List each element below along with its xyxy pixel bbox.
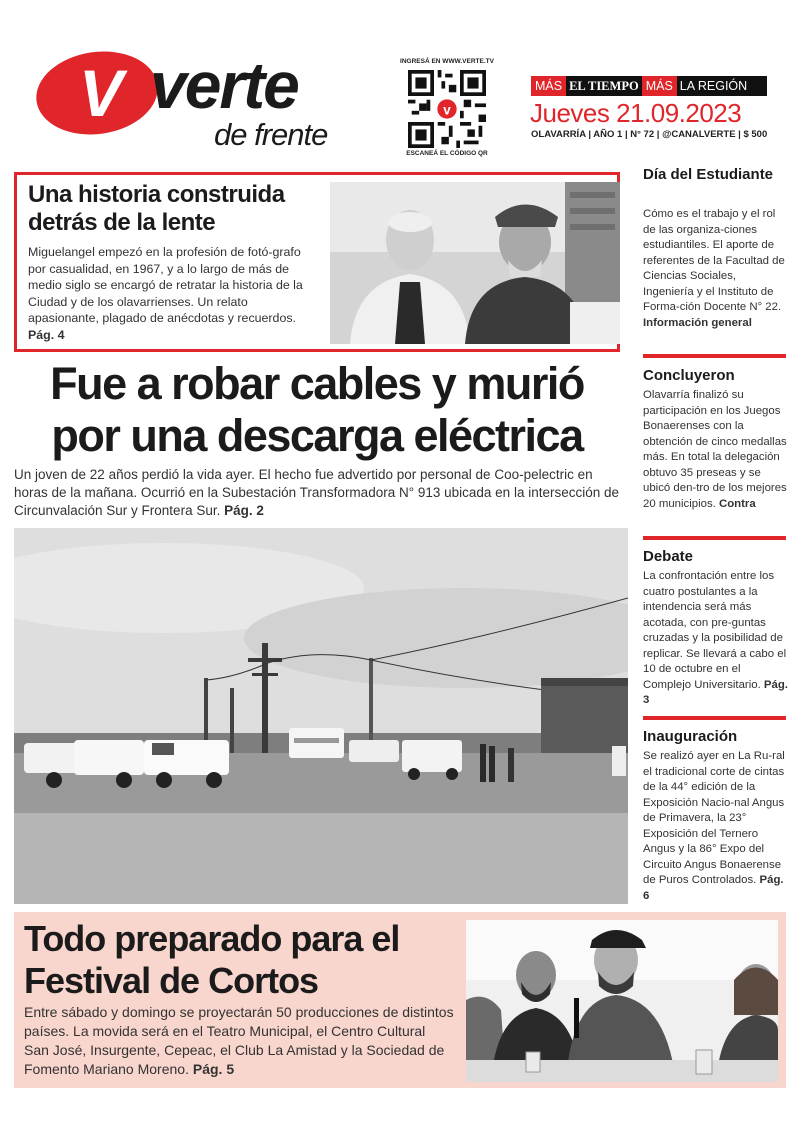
sidebar-title-2[interactable]: Concluyeron [643,367,735,384]
bottom-page-ref[interactable]: Pág. 5 [192,1061,235,1077]
issue-meta: OLAVARRÍA | AÑO 1 | N° 72 | @CANALVERTE | $ 500 [531,129,768,140]
qr-caption-bottom: ESCANEÁ EL CÓDIGO QR [406,150,488,157]
main-photo [14,528,628,904]
sidebar-title-3[interactable]: Debate [643,548,694,565]
sidebar-title-1[interactable]: Día del Estudiante [643,166,774,183]
tag-mas-2: MÁS [642,76,677,96]
bottom-text: Entre sábado y domingo se proyectarán 50 producciones de distintos países. La movida será en el Teatro Municipal, el Centro Cultural San José, Insurgente, Cepeac, el Club La Amistad y la Sociedad de Fomento Mariano Moreno. [24,1004,454,1077]
sidebar-title-4[interactable]: Inauguración [643,728,738,745]
main-lead-text: Un joven de 22 años perdió la vida ayer. El hecho fue advertido por personal de Coo-pelectric en horas de la mañana. Ocurrió en la Subestación Transformadora N° 913 ubicada en la intersección de Circunvalación Sur y Frontera Sur. [14,467,620,518]
sidebar-body-3 [643,569,788,709]
feature-title[interactable]: Una historia construida detrás de la lente [28,181,285,236]
bottom-photo [466,920,778,1082]
tag-region: LA REGIÓN [679,79,748,93]
sidebar-text-2: Olavarría finalizó su participación en los Juegos Bonaerenses con la obtención de cinco medallas más. En total la delegación obtuvo 35 preseas y se ubicó den-tro de los mejores 20 municipios. [643,389,787,510]
qr-caption-top: INGRESÁ EN WWW.VERTE.TV [400,58,494,65]
logo-subtitle: de frente [214,117,328,152]
sidebar-ref-2[interactable]: Contra [718,497,756,510]
sidebar-text-4: Se realizó ayer en La Ru-ral el tradicional corte de cintas de la 44° edición de la Exposición Nacio-nal Angus de Primavera, la 23° Exposición del Ternero Angus y la 86° Expo del Circuito Angus Bonaerense de Puros Controlados. [643,750,785,886]
sidebar-text-3: La confrontación entre los cuatro postulantes a la intendencia será más acotada, con pre-guntas cruzadas y la posibilidad de replicar. Se llevará a cabo el 10 de octubre en el Complejo Universitario. [643,570,787,691]
qr-code-icon[interactable] [408,70,486,148]
sidebar-body-2 [643,388,788,512]
main-lead [14,466,620,520]
logo-letter: V [78,56,124,130]
tag-mas-1: MÁS [531,76,566,96]
sidebar-divider [643,716,786,720]
bottom-body [24,1003,454,1079]
sidebar-ref-3[interactable]: Pág. 3 [643,678,788,706]
main-page-ref[interactable]: Pág. 2 [224,503,264,518]
sidebar-divider [643,536,786,540]
logo-wordmark: verte [150,48,298,122]
tag-tiempo: EL TIEMPO [569,79,639,93]
feature-page-ref[interactable]: Pág. 4 [28,327,65,342]
sidebar-ref-4[interactable]: Pág. 6 [643,874,784,902]
sidebar-body-1 [643,207,788,331]
main-headline[interactable]: Fue a robar cables y murió por una descarga eléctrica [50,358,584,461]
feature-photo [330,182,620,344]
svg-text:v: v [443,102,451,118]
feature-text: Miguelangel empezó en la profesión de fotó-grafo por casualidad, en 1967, y a lo largo de más de medio siglo se encargó de retratar la historia de la Ciudad y de los olavarrienses. Un relato apasionante, plagado de anécdotas y recuerdos. [28,245,303,325]
issue-date: Jueves 21.09.2023 [530,98,742,128]
feature-body [28,244,320,343]
sidebar-body-4 [643,749,788,904]
sidebar-text-1: Cómo es el trabajo y el rol de las organiza-ciones estudiantiles. El aporte de referentes de la Facultad de Ciencias Sociales, Ingeniería y el Instituto de Forma-ción Docente N° 22. [643,208,785,313]
tagline-bar [531,76,767,96]
bottom-headline[interactable]: Todo preparado para el Festival de Cortos [24,918,400,1001]
sidebar-ref-1[interactable]: Información general [643,316,752,329]
sidebar-divider [643,354,786,358]
